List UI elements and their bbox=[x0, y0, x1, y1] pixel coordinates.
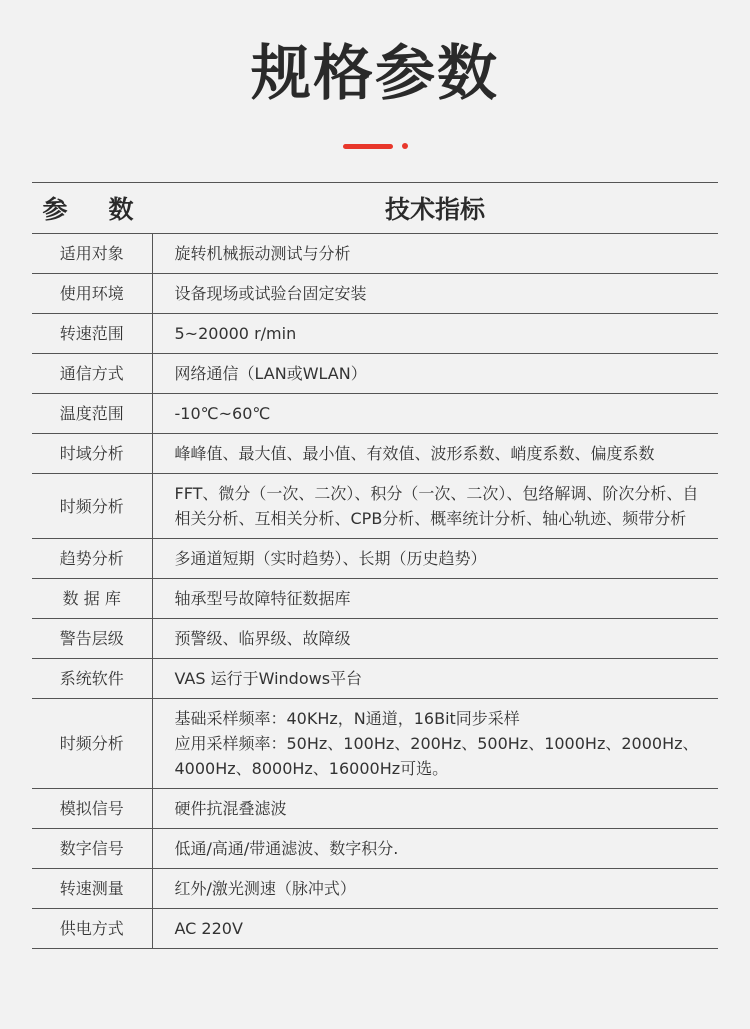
param-name: 适用对象 bbox=[32, 234, 152, 274]
table-row bbox=[32, 909, 718, 949]
param-name: 转速测量 bbox=[32, 869, 152, 909]
param-name: 转速范围 bbox=[32, 314, 152, 354]
table-row bbox=[32, 354, 718, 394]
param-value: 设备现场或试验台固定安装 bbox=[152, 274, 718, 314]
table-row bbox=[32, 314, 718, 354]
param-name: 通信方式 bbox=[32, 354, 152, 394]
header-spec: 技术指标 bbox=[152, 183, 718, 234]
title-accent-bar bbox=[343, 144, 393, 149]
param-value: 网络通信（LAN或WLAN） bbox=[152, 354, 718, 394]
param-value: 峰峰值、最大值、最小值、有效值、波形系数、峭度系数、偏度系数 bbox=[152, 434, 718, 474]
param-name: 供电方式 bbox=[32, 909, 152, 949]
param-name: 趋势分析 bbox=[32, 539, 152, 579]
table-row bbox=[32, 274, 718, 314]
param-name: 警告层级 bbox=[32, 619, 152, 659]
param-name: 模拟信号 bbox=[32, 789, 152, 829]
table-row bbox=[32, 474, 718, 539]
param-name: 数字信号 bbox=[32, 829, 152, 869]
param-value: 预警级、临界级、故障级 bbox=[152, 619, 718, 659]
table-row bbox=[32, 659, 718, 699]
spec-table bbox=[32, 182, 718, 949]
param-value: 基础采样频率：40KHz，N通道，16Bit同步采样 应用采样频率：50Hz、100Hz、200Hz、500Hz、1000Hz、2000Hz、4000Hz、8000Hz、16000Hz可选。 bbox=[152, 699, 718, 789]
param-value: VAS 运行于Windows平台 bbox=[152, 659, 718, 699]
table-row bbox=[32, 579, 718, 619]
param-name: 时频分析 bbox=[32, 474, 152, 539]
param-name: 时频分析 bbox=[32, 699, 152, 789]
param-value: 多通道短期（实时趋势）、长期（历史趋势） bbox=[152, 539, 718, 579]
title-accent-dot bbox=[402, 143, 408, 149]
table-row bbox=[32, 789, 718, 829]
spec-table-header bbox=[32, 183, 718, 234]
page-title: 规格参数 bbox=[251, 39, 499, 109]
param-name: 温度范围 bbox=[32, 394, 152, 434]
param-value: 红外/激光测速（脉冲式） bbox=[152, 869, 718, 909]
param-name: 数 据 库 bbox=[32, 579, 152, 619]
table-row bbox=[32, 234, 718, 274]
table-row bbox=[32, 434, 718, 474]
header-param: 参 数 bbox=[32, 183, 152, 234]
table-row bbox=[32, 619, 718, 659]
param-value: 低通/高通/带通滤波、数字积分. bbox=[152, 829, 718, 869]
param-name: 使用环境 bbox=[32, 274, 152, 314]
param-value: AC 220V bbox=[152, 909, 718, 949]
table-row bbox=[32, 539, 718, 579]
table-row bbox=[32, 829, 718, 869]
param-value: 旋转机械振动测试与分析 bbox=[152, 234, 718, 274]
param-value: 硬件抗混叠滤波 bbox=[152, 789, 718, 829]
param-value: FFT、微分（一次、二次）、积分（一次、二次）、包络解调、阶次分析、自相关分析、互相关分析、CPB分析、概率统计分析、轴心轨迹、频带分析 bbox=[152, 474, 718, 539]
table-row bbox=[32, 869, 718, 909]
param-value: 5~20000 r/min bbox=[152, 314, 718, 354]
param-name: 系统软件 bbox=[32, 659, 152, 699]
table-row bbox=[32, 394, 718, 434]
param-value: -10℃~60℃ bbox=[152, 394, 718, 434]
table-row bbox=[32, 699, 718, 789]
param-name: 时域分析 bbox=[32, 434, 152, 474]
param-value: 轴承型号故障特征数据库 bbox=[152, 579, 718, 619]
